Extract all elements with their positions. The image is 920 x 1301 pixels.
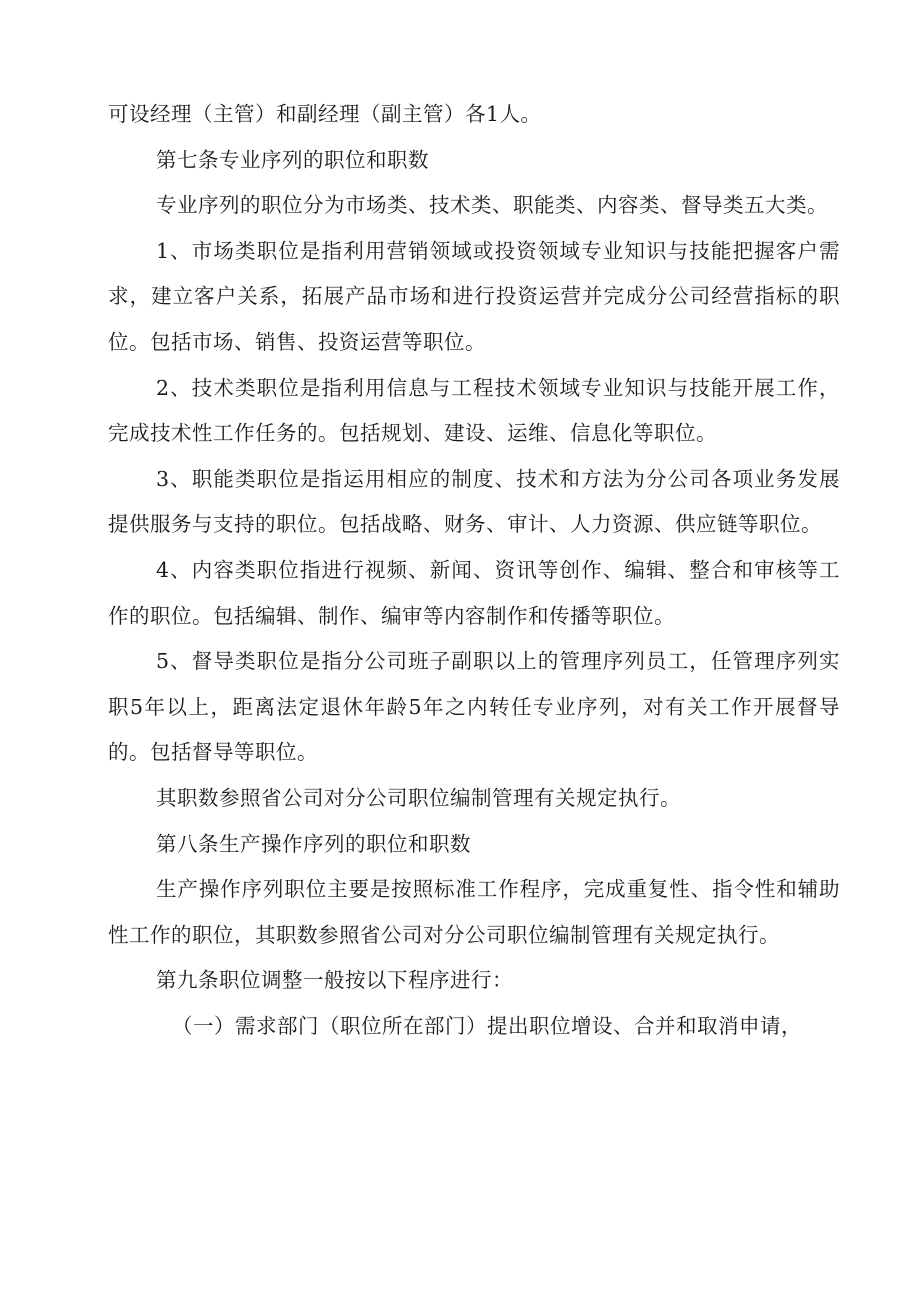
paragraph: 专业序列的职位分为市场类、技术类、职能类、内容类、督导类五大类。	[156, 193, 828, 218]
list-item-functional: 3、职能类职位是指运用相应的制度、技术和方法为分公司各项业务发展提供服务与支持的职位。包括战略、财务、审计、人力资源、供应链等职位。	[108, 466, 840, 537]
paragraph-continuation: 可设经理（主管）和副经理（副主管）各1人。	[108, 102, 542, 126]
list-item-content: 4、内容类职位指进行视频、新闻、资讯等创作、编辑、整合和审核等工作的职位。包括编辑、制作、编审等内容制作和传播等职位。	[108, 557, 840, 628]
list-item-technical: 2、技术类职位是指利用信息与工程技术领域专业知识与技能开展工作，完成技术性工作任务的。包括规划、建设、运维、信息化等职位。	[108, 375, 840, 446]
procedure-step-1: （一）需求部门（职位所在部门）提出职位增设、合并和取消申请，	[172, 1013, 802, 1038]
paragraph: 生产操作序列职位主要是按照标准工作程序，完成重复性、指令性和辅助性工作的职位，其职数参照省公司对分公司职位编制管理有关规定执行。	[108, 877, 840, 947]
article-8-heading: 第八条生产操作序列的职位和职数	[156, 831, 471, 856]
list-item-supervision: 5、督导类职位是指分公司班子副职以上的管理序列员工，任管理序列实职5年以上，距离法定退休年龄5年之内转任专业序列，对有关工作开展督导的。包括督导等职位。	[108, 649, 840, 765]
document-body	[108, 92, 840, 1049]
article-7-heading: 第七条专业序列的职位和职数	[156, 147, 429, 172]
article-9-heading: 第九条职位调整一般按以下程序进行：	[156, 968, 513, 993]
list-item-market: 1、市场类职位是指利用营销领域或投资领域专业知识与技能把握客户需求，建立客户关系，拓展产品市场和进行投资运营并完成分公司经营指标的职位。包括市场、销售、投资运营等职位。	[108, 238, 840, 354]
paragraph: 其职数参照省公司对分公司职位编制管理有关规定执行。	[156, 785, 681, 810]
